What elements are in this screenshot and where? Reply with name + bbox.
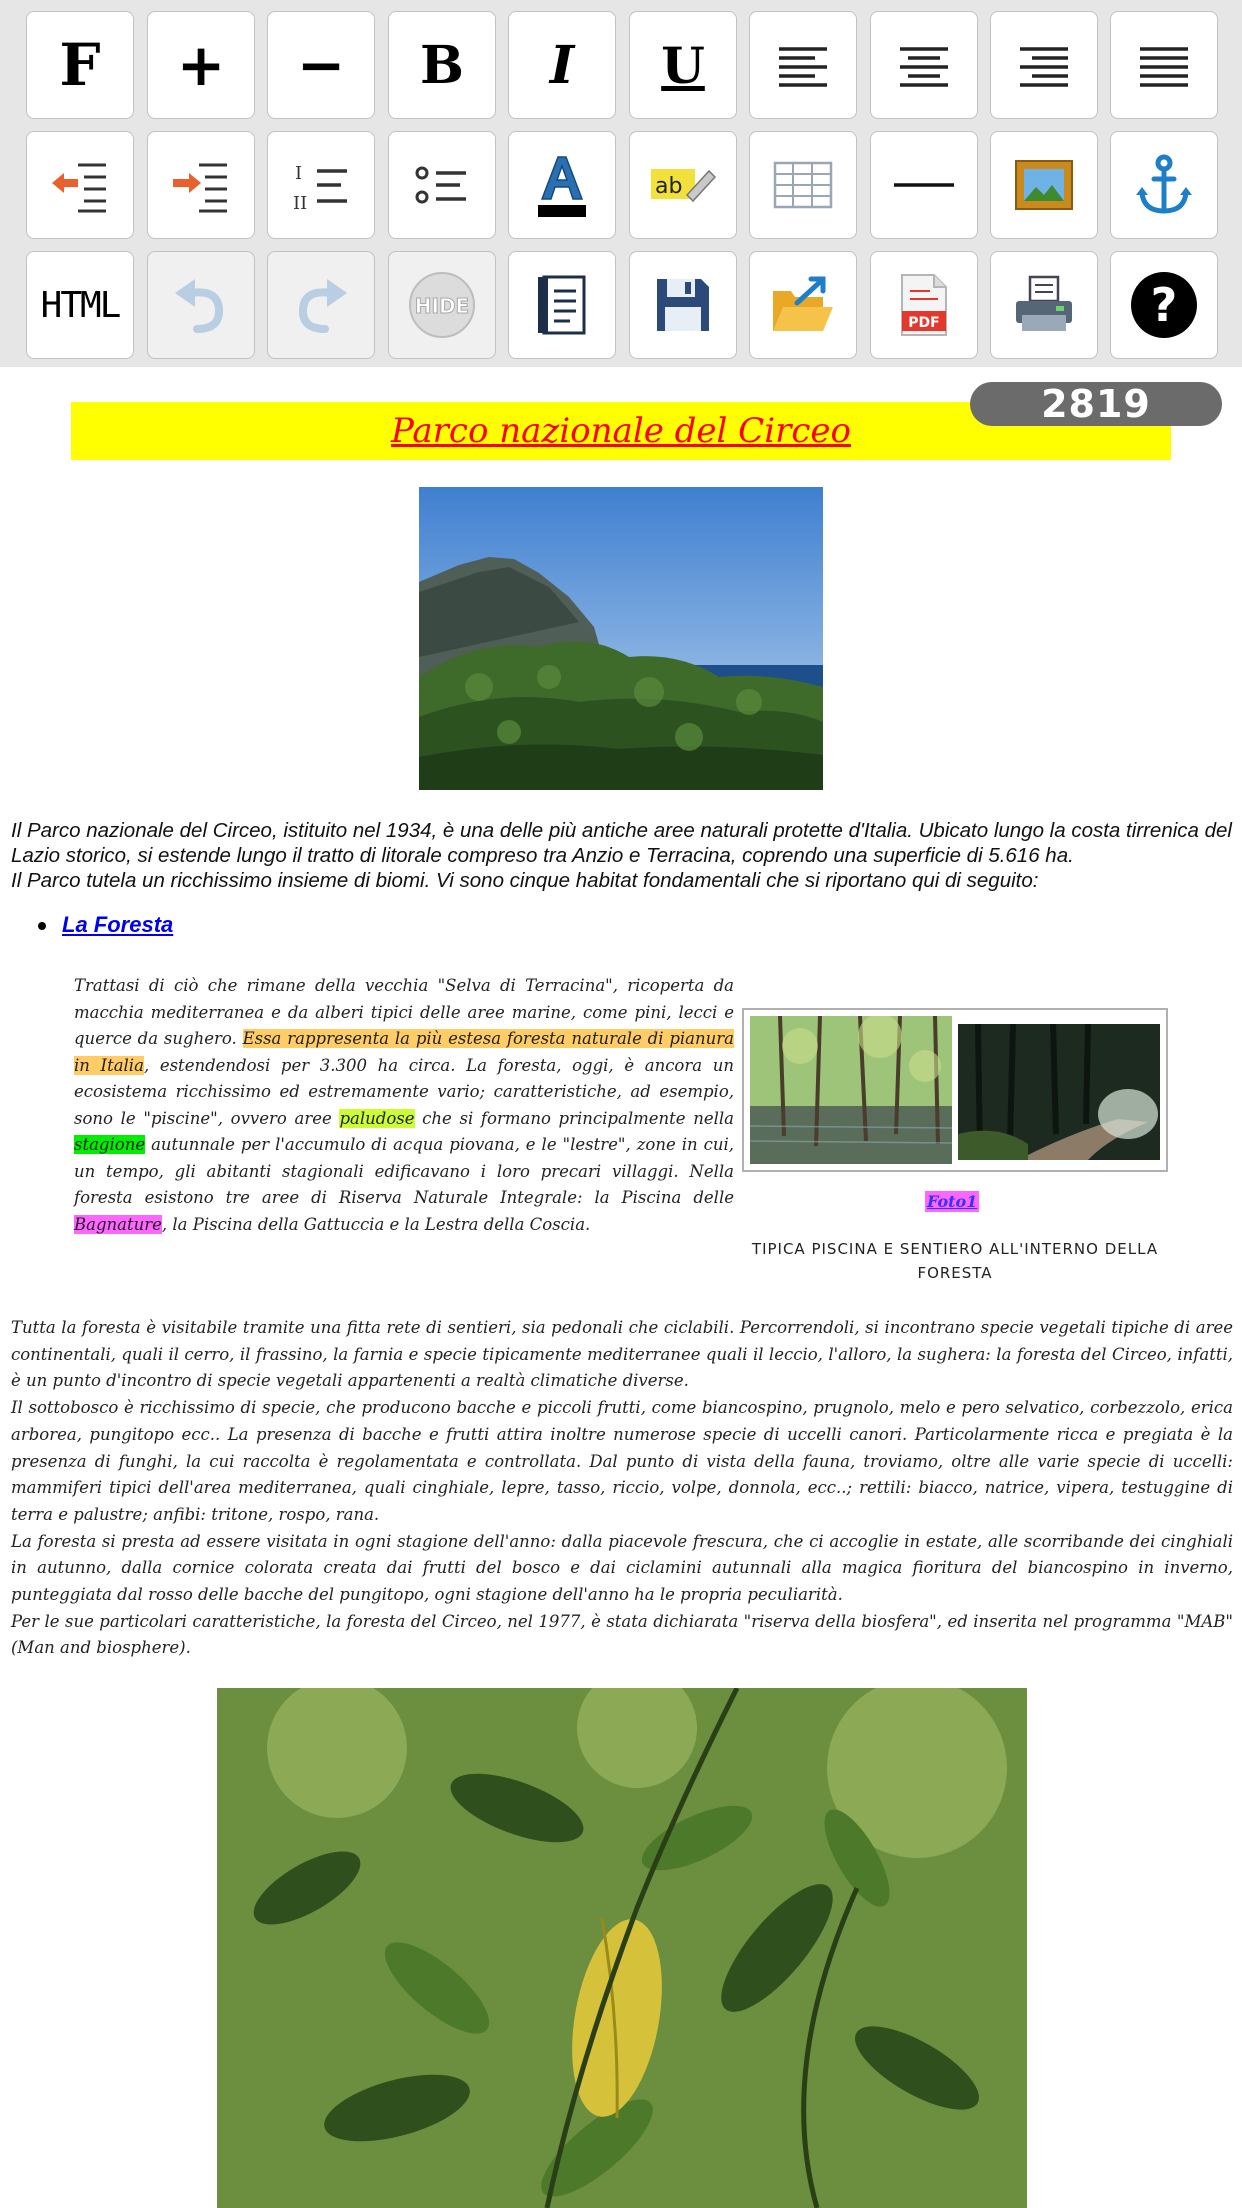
align-right-icon [1008, 29, 1080, 101]
bullet-list-icon [406, 149, 478, 221]
table-icon [767, 149, 839, 221]
decrease-font-label: − [296, 31, 346, 99]
foto1-frame [742, 1008, 1168, 1172]
open-button[interactable] [749, 251, 857, 359]
highlighted-text: Bagnature [74, 1214, 162, 1234]
highlight-button[interactable] [629, 131, 737, 239]
font-button[interactable] [26, 11, 134, 119]
redo-icon [285, 269, 357, 341]
bold-button[interactable] [388, 11, 496, 119]
table-button[interactable] [749, 131, 857, 239]
export-pdf-button[interactable] [870, 251, 978, 359]
text-run: , estendendosi per 3.300 ha circa. La foresta, oggi, è ancora un ecosistema ricchissimo ed estremamente vario; caratteristiche, ad esempio, sono le "piscine", ovvero aree [74, 1055, 734, 1128]
html-button[interactable] [26, 251, 134, 359]
highlighted-text: stagione [74, 1135, 146, 1154]
details-paragraph: Tutta la foresta è visitabile tramite una fitta rete di sentieri, sia pedonali che ciclabili. Percorrendoli, si incontrano specie vegetali tipiche di aree continentali, quali il cerro, il frassino, la farnia e specie tipicamente mediterranee quali il leccio, l'alloro, la sughera: la foresta del Circeo, infatti, è un punto d'incontro di specie vegetali appartenenti a realtà climatiche diverse. [11, 1318, 1233, 1391]
document-button[interactable] [508, 251, 616, 359]
details-paragraph: Il sottobosco è ricchissimo di specie, che producono bacche e piccoli frutti, come biancospino, prugnolo, melo e pero selvatico, corbezzolo, erica arborea, pungitopo ecc.. La presenza di bacche e frutti attira inoltre numerose specie di uccelli canori. Particolarmente ricca e pregiata è la presenza di funghi, la cui raccolta è regolamentata e controllata. Dal punto di vista della fauna, troviamo, oltre alle varie specie di uccelli: mammiferi tipici dell'area mediterranea, quali cinghiale, lepre, tasso, riccio, volpe, donnola, ecc..; rettili: biacco, natrice, vipera, testuggine di terra e palustre; anfibi: tritone, rospo, rana. [11, 1398, 1233, 1524]
sentiero-photo [958, 1024, 1160, 1160]
font-button-label: F [59, 31, 101, 99]
details-paragraph: La foresta si presta ad essere visitata in ogni stagione dell'anno: dalla piacevole frescura, che ci accoglie in estate, alle scorribande dei cinghiali in autunno, dalla cornice colorata creata dai frutti del bosco e dai ciclamini autunnali alla magica fioritura del biancospino in inverno, punteggiata dal rosso delle bacche del pungitopo, ogni stagione dell'anno ha le propria peculiarità. [11, 1531, 1233, 1605]
svg-text:I: I [295, 163, 303, 184]
printer-icon [1008, 269, 1080, 341]
intro-paragraph: Il Parco tutela un ricchissimo insieme di biomi. Vi sono cinque habitat fondamentali che si riportano qui di seguito: [11, 869, 1039, 892]
hide-icon [406, 269, 478, 341]
page-title[interactable]: Parco nazionale del Circeo [391, 411, 851, 451]
undo-icon [165, 269, 237, 341]
bold-label: B [420, 34, 464, 96]
numbered-list-icon [285, 149, 357, 221]
highlighted-text: Essa rappresenta la più estesa foresta naturale di pianura in Italia [74, 1029, 734, 1075]
undo-button[interactable] [147, 251, 255, 359]
align-left-button[interactable] [749, 11, 857, 119]
section-list-item [38, 912, 173, 938]
folder-open-icon [767, 269, 839, 341]
font-color-icon [526, 149, 598, 221]
svg-text:II: II [293, 193, 308, 214]
align-right-button[interactable] [990, 11, 1098, 119]
character-counter-badge: 2819 [970, 382, 1222, 426]
increase-font-button[interactable] [147, 11, 255, 119]
italic-button[interactable] [508, 11, 616, 119]
outdent-icon [44, 149, 116, 221]
text-run: Trattasi di ciò che rimane della vecchia "Selva di Terracina", ricoperta da macchia mediterranea e da alberi tipici delle aree marine, come pini, lecci e querce da sughero. [74, 976, 734, 1048]
align-left-icon [767, 29, 839, 101]
anchor-icon [1128, 149, 1200, 221]
anchor-button[interactable] [1110, 131, 1218, 239]
underline-button[interactable] [629, 11, 737, 119]
highlight-icon [647, 149, 719, 221]
help-button[interactable] [1110, 251, 1218, 359]
align-justify-icon [1128, 29, 1200, 101]
foto1-link[interactable]: Foto1 [927, 1192, 978, 1211]
hide-label: HIDE [414, 294, 470, 318]
image-icon [1008, 149, 1080, 221]
redo-button[interactable] [267, 251, 375, 359]
intro-text [11, 818, 1233, 893]
pdf-icon [888, 269, 960, 341]
details-paragraph: Per le sue particolari caratteristiche, la foresta del Circeo, nel 1977, è stata dichiarata "riserva della biosfera", ed inserita nel programma "MAB" (Man and biosphere). [11, 1611, 1233, 1658]
align-center-icon [888, 29, 960, 101]
document-icon [526, 269, 598, 341]
foresta-details-text [11, 1315, 1233, 1662]
numbered-list-button[interactable] [267, 131, 375, 239]
floppy-disk-icon [647, 269, 719, 341]
foresta-paragraph [74, 973, 734, 1238]
print-button[interactable] [990, 251, 1098, 359]
save-button[interactable] [629, 251, 737, 359]
highlighted-text: paludose [339, 1108, 415, 1128]
indent-icon [165, 149, 237, 221]
piscina-photo [750, 1016, 952, 1164]
indent-button[interactable] [147, 131, 255, 239]
html-label: HTML [40, 284, 120, 326]
italic-label: I [549, 34, 575, 96]
insert-image-button[interactable] [990, 131, 1098, 239]
editor-toolbar [0, 0, 1242, 367]
hide-button[interactable] [388, 251, 496, 359]
help-icon [1128, 269, 1200, 341]
bullet-icon [38, 922, 46, 930]
section-link-la-foresta[interactable]: La Foresta [62, 912, 174, 937]
pdf-label: PDF [908, 315, 940, 331]
bullet-list-button[interactable] [388, 131, 496, 239]
help-label: ? [1150, 278, 1178, 332]
text-run: , la Piscina della Gattuccia e la Lestra della Coscia. [161, 1214, 591, 1234]
circeo-landscape-image [419, 487, 823, 790]
increase-font-label: + [176, 31, 226, 99]
leaves-image [217, 1688, 1027, 2208]
text-run: autunnale per l'accumulo di acqua piovana, e le "lestre", zone in cui, un tempo, gli abitanti stagionali edificavano i loro precari villaggi. Nella foresta esistono tre aree di Riserva Naturale Integrale: la Piscina delle [74, 1135, 734, 1207]
text-run: che si formano principalmente nella [414, 1108, 734, 1128]
horizontal-rule-icon [888, 149, 960, 221]
decrease-font-button[interactable] [267, 11, 375, 119]
svg-text:ab: ab [655, 174, 683, 199]
horizontal-rule-button[interactable] [870, 131, 978, 239]
underline-label: U [661, 35, 705, 95]
align-justify-button[interactable] [1110, 11, 1218, 119]
outdent-button[interactable] [26, 131, 134, 239]
foto1-caption: TIPICA PISCINA E SENTIERO ALL'INTERNO DELLA FORESTA [751, 1240, 1159, 1282]
align-center-button[interactable] [870, 11, 978, 119]
intro-paragraph: Il Parco nazionale del Circeo, istituito nel 1934, è una delle più antiche aree naturali protette d'Italia. Ubicato lungo la costa tirrenica del Lazio storico, si estende lungo il tratto di litorale compreso tra Anzio e Terracina, coprendo una superficie di 5.616 ha. [11, 819, 1232, 867]
font-color-button[interactable] [508, 131, 616, 239]
